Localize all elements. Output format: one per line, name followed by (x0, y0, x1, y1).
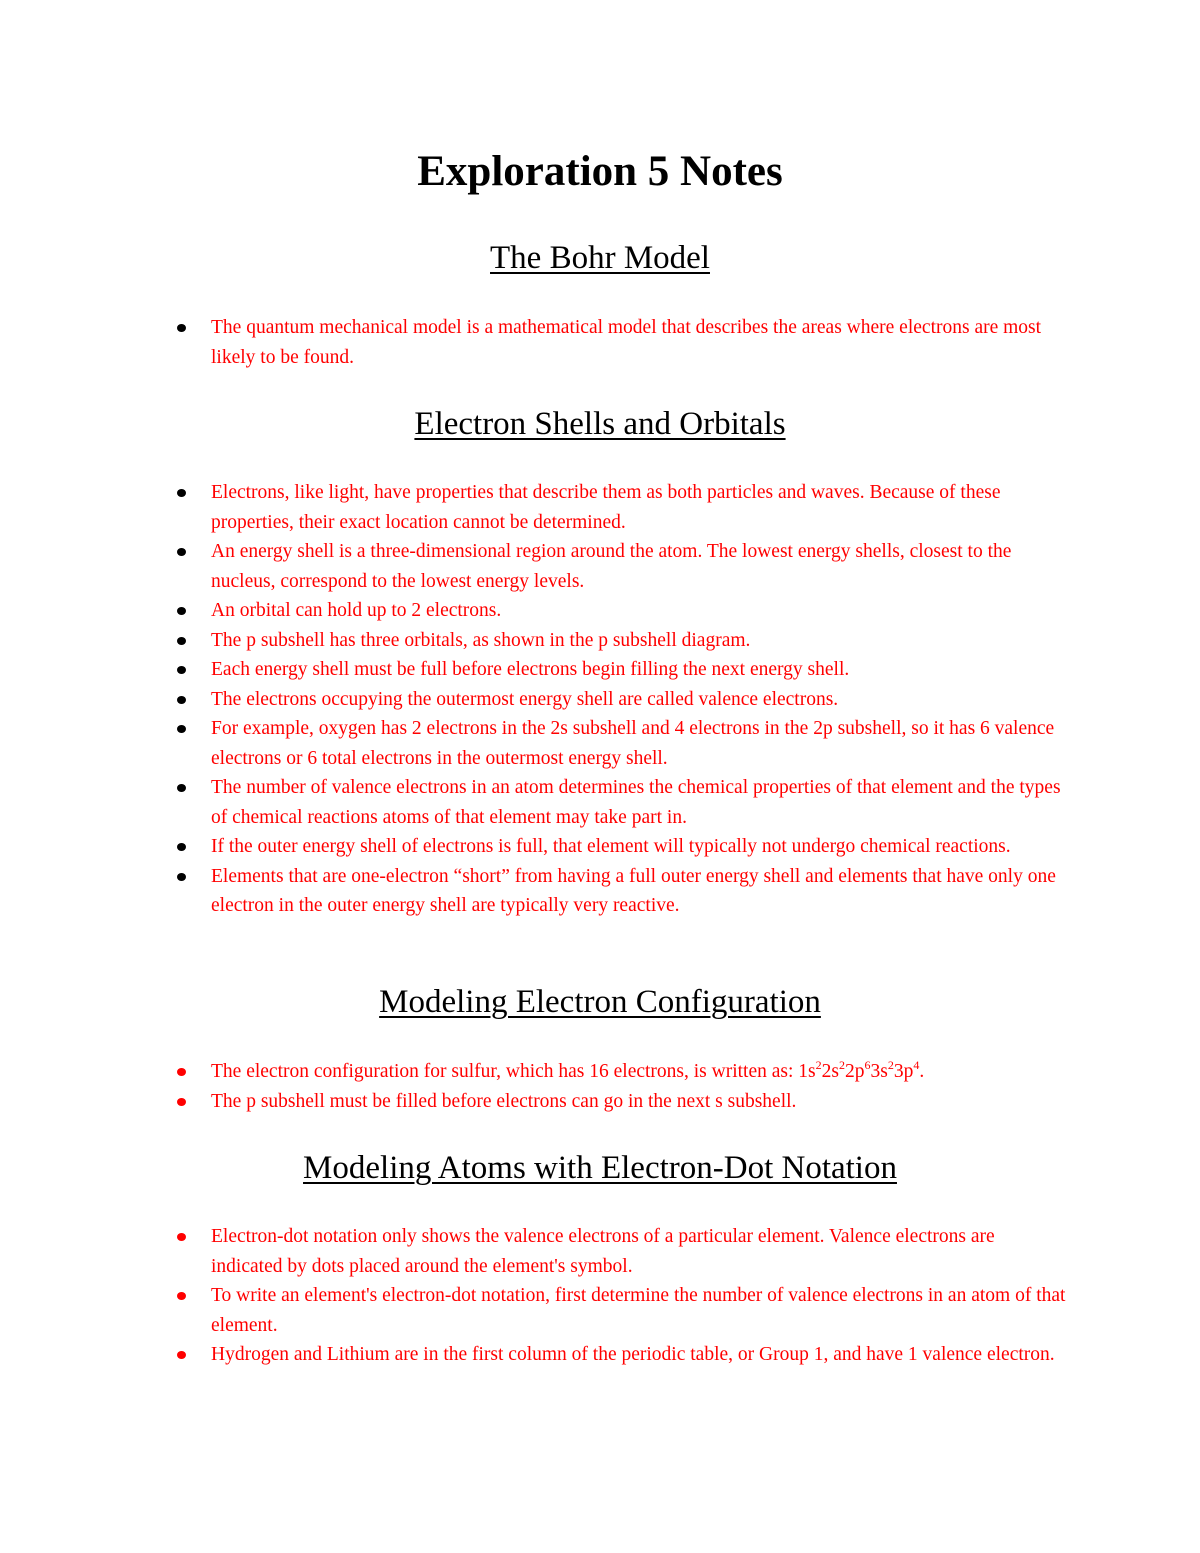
bullet-icon (177, 725, 186, 733)
bullet-icon (177, 548, 186, 556)
section-heading-electron-shells (0, 404, 1200, 444)
list-item (0, 537, 1066, 596)
list-item (0, 596, 1066, 626)
bullet-icon (177, 607, 186, 615)
list-item-text: If the outer energy shell of electrons is full, that element will typically not undergo chemical reactions. (211, 836, 1011, 857)
bullet-icon (177, 489, 186, 497)
list-item-text: Hydrogen and Lithium are in the first column of the periodic table, or Group 1, and have 1 valence electron. (211, 1344, 1055, 1365)
list-item-text: The p subshell has three orbitals, as shown in the p subshell diagram. (211, 629, 751, 651)
list-item (0, 1087, 1066, 1117)
list-item (0, 862, 1066, 921)
list-item-text: The electrons occupying the outermost energy shell are called valence electrons. (211, 688, 839, 710)
list-item: The electron configuration for sulfur, which has 16 electrons, is written as: $1s^22s^22p^63s^23p^4$. (0, 1057, 1066, 1087)
bullet-icon (177, 784, 186, 792)
list-item (0, 1222, 1066, 1281)
orbital-term: $3p^4$ (893, 1057, 920, 1082)
list-item-text: The electron configuration for sulfur, which has 16 electrons, is written as: (211, 1061, 799, 1082)
bullet-icon (177, 1233, 186, 1241)
list-item (0, 714, 1066, 773)
list-item (0, 313, 1066, 372)
list-item-text: Each energy shell must be full before electrons begin filling the next energy shell. (211, 659, 850, 680)
orbital-term: $2p^6$ (844, 1057, 871, 1082)
section-heading-label: The Bohr Model (490, 240, 710, 276)
list-item (0, 478, 1066, 537)
electron-configuration-formula (798, 1057, 920, 1082)
bullet-icon (177, 1351, 186, 1359)
list-item-text: An orbital can hold up to 2 electrons. (211, 600, 502, 621)
section-heading-label: Electron Shells and Orbitals (414, 406, 786, 442)
list-item (0, 1281, 1066, 1340)
orbital-term: $3s^2$ (870, 1057, 894, 1082)
bullet-icon (177, 1068, 186, 1076)
list-item (0, 685, 1066, 715)
section-heading-label: Modeling Atoms with Electron-Dot Notation (303, 1150, 897, 1186)
bullet-icon (177, 324, 186, 332)
orbital-term: $2s^2$ (821, 1057, 845, 1082)
list-item (0, 626, 1066, 656)
bullet-icon (177, 666, 186, 674)
bullet-icon (177, 696, 186, 704)
bullet-icon (177, 873, 186, 881)
electron-shells-list (0, 478, 1200, 921)
list-item-text: To write an element's electron-dot notation, first determine the number of valence electrons in an atom of that element. (211, 1285, 1066, 1336)
list-item-text: The number of valence electrons in an atom determines the chemical properties of that element and the types of chemical reactions atoms of that element may take part in. (211, 777, 1061, 828)
electron-dot-notation-list (0, 1222, 1200, 1370)
electron-configuration-list (0, 1057, 1200, 1116)
list-item-text: Electrons, like light, have properties that describe them as both particles and waves. Because of these properties, their exact location cannot be determined. (211, 482, 1001, 533)
list-item (0, 832, 1066, 862)
list-item (0, 1340, 1066, 1370)
bullet-icon (177, 637, 186, 645)
page-title: Exploration 5 Notes (417, 148, 783, 195)
section-heading-bohr-model (0, 238, 1200, 278)
list-item-text: Electron-dot notation only shows the valence electrons of a particular element. Valence electrons are indicated by dots placed around the element's symbol. (211, 1226, 995, 1277)
list-item-text: An energy shell is a three-dimensional region around the atom. The lowest energy shells, closest to the nucleus, correspond to the lowest energy levels. (211, 541, 1012, 592)
bullet-icon (177, 1098, 186, 1106)
list-item (0, 655, 1066, 685)
bullet-icon (177, 1292, 186, 1300)
list-item-text: The quantum mechanical model is a mathematical model that describes the areas where electrons are most likely to be found. (211, 317, 1042, 368)
section-heading-electron-configuration (0, 982, 1200, 1022)
orbital-term: $1s^2$ (798, 1057, 822, 1082)
list-item-text: Elements that are one-electron “short” from having a full outer energy shell and elements that have only one electron in the outer energy shell are typically very reactive. (211, 865, 1056, 916)
section-heading-label: Modeling Electron Configuration (379, 984, 821, 1020)
bullet-icon (177, 843, 186, 851)
section-heading-electron-dot-notation (0, 1148, 1200, 1188)
list-item-text: For example, oxygen has 2 electrons in the 2s subshell and 4 electrons in the 2p subshell, so it has 6 valence electrons or 6 total electrons in the outermost energy shell. (211, 718, 1055, 769)
bohr-model-list (0, 313, 1200, 372)
list-item-text: The p subshell must be filled before electrons can go in the next s subshell. (211, 1090, 797, 1112)
list-item (0, 773, 1066, 832)
